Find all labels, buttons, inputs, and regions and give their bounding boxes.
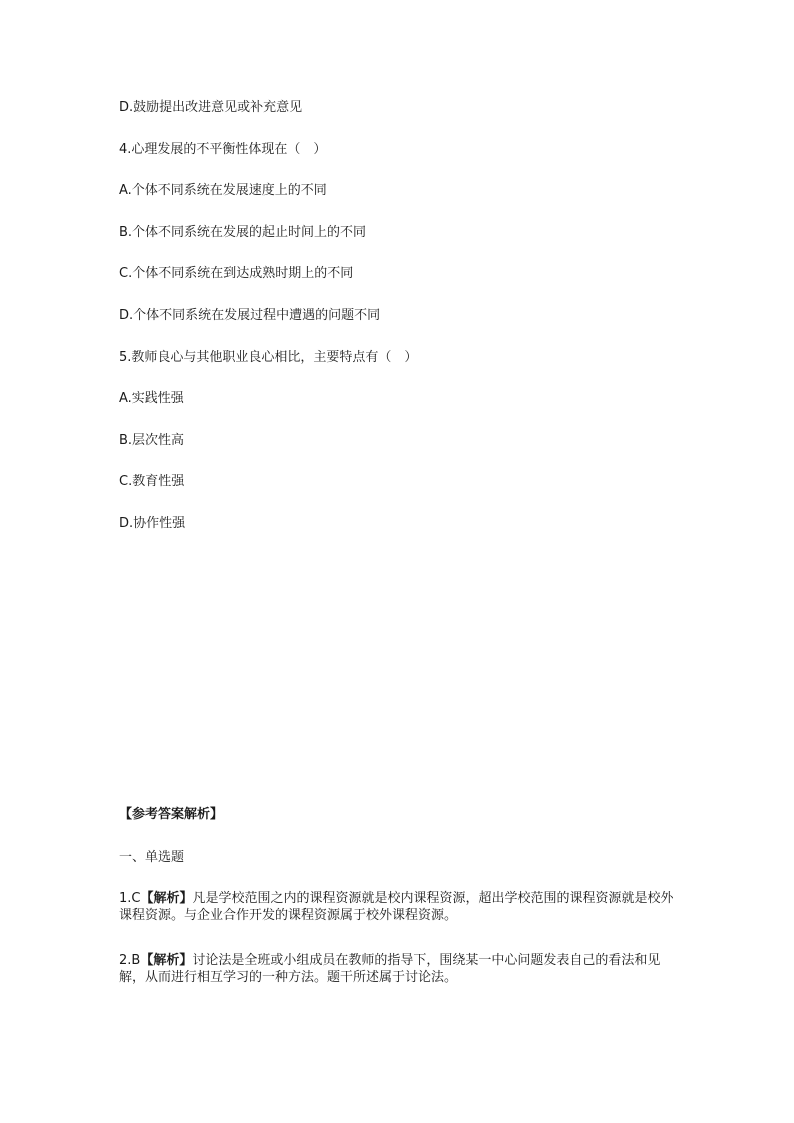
q4-option-c: C.个体不同系统在到达成熟时期上的不同 xyxy=(119,266,354,281)
q5-option-c: C.教育性强 xyxy=(119,474,185,489)
analysis-tag: 【解析】 xyxy=(140,953,193,968)
q4-option-b: B.个体不同系统在发展的起止时间上的不同 xyxy=(119,225,367,240)
q5-option-a: A.实践性强 xyxy=(119,391,184,406)
analysis-tag: 【解析】 xyxy=(140,891,193,906)
answers-section-title: 一、单选题 xyxy=(119,850,185,865)
answers-heading: 【参考答案解析】 xyxy=(119,807,224,822)
answer-item-2 xyxy=(119,952,679,986)
q4-option-d: D.个体不同系统在发展过程中遭遇的问题不同 xyxy=(119,308,381,323)
answer-item-1 xyxy=(119,890,679,924)
answer-number: 1.C xyxy=(119,891,141,906)
q4-stem: 4.心理发展的不平衡性体现在（ ） xyxy=(119,142,327,157)
q4-option-a: A.个体不同系统在发展速度上的不同 xyxy=(119,183,327,198)
answer-number: 2.B xyxy=(119,953,141,968)
q5-option-b: B.层次性高 xyxy=(119,433,185,448)
q5-option-d: D.协作性强 xyxy=(119,516,186,531)
analysis-text: 讨论法是全班或小组成员在教师的指导下，围绕某一中心问题发表自己的看法和见解，从而进行相互学习的一种方法。题干所述属于讨论法。 xyxy=(119,953,661,985)
q5-stem: 5.教师良心与其他职业良心相比，主要特点有（ ） xyxy=(119,350,418,365)
analysis-text: 凡是学校范围之内的课程资源就是校内课程资源，超出学校范围的课程资源就是校外课程资源。与企业合作开发的课程资源属于校外课程资源。 xyxy=(119,891,674,923)
q3-option-d: D.鼓励提出改进意见或补充意见 xyxy=(119,100,303,115)
